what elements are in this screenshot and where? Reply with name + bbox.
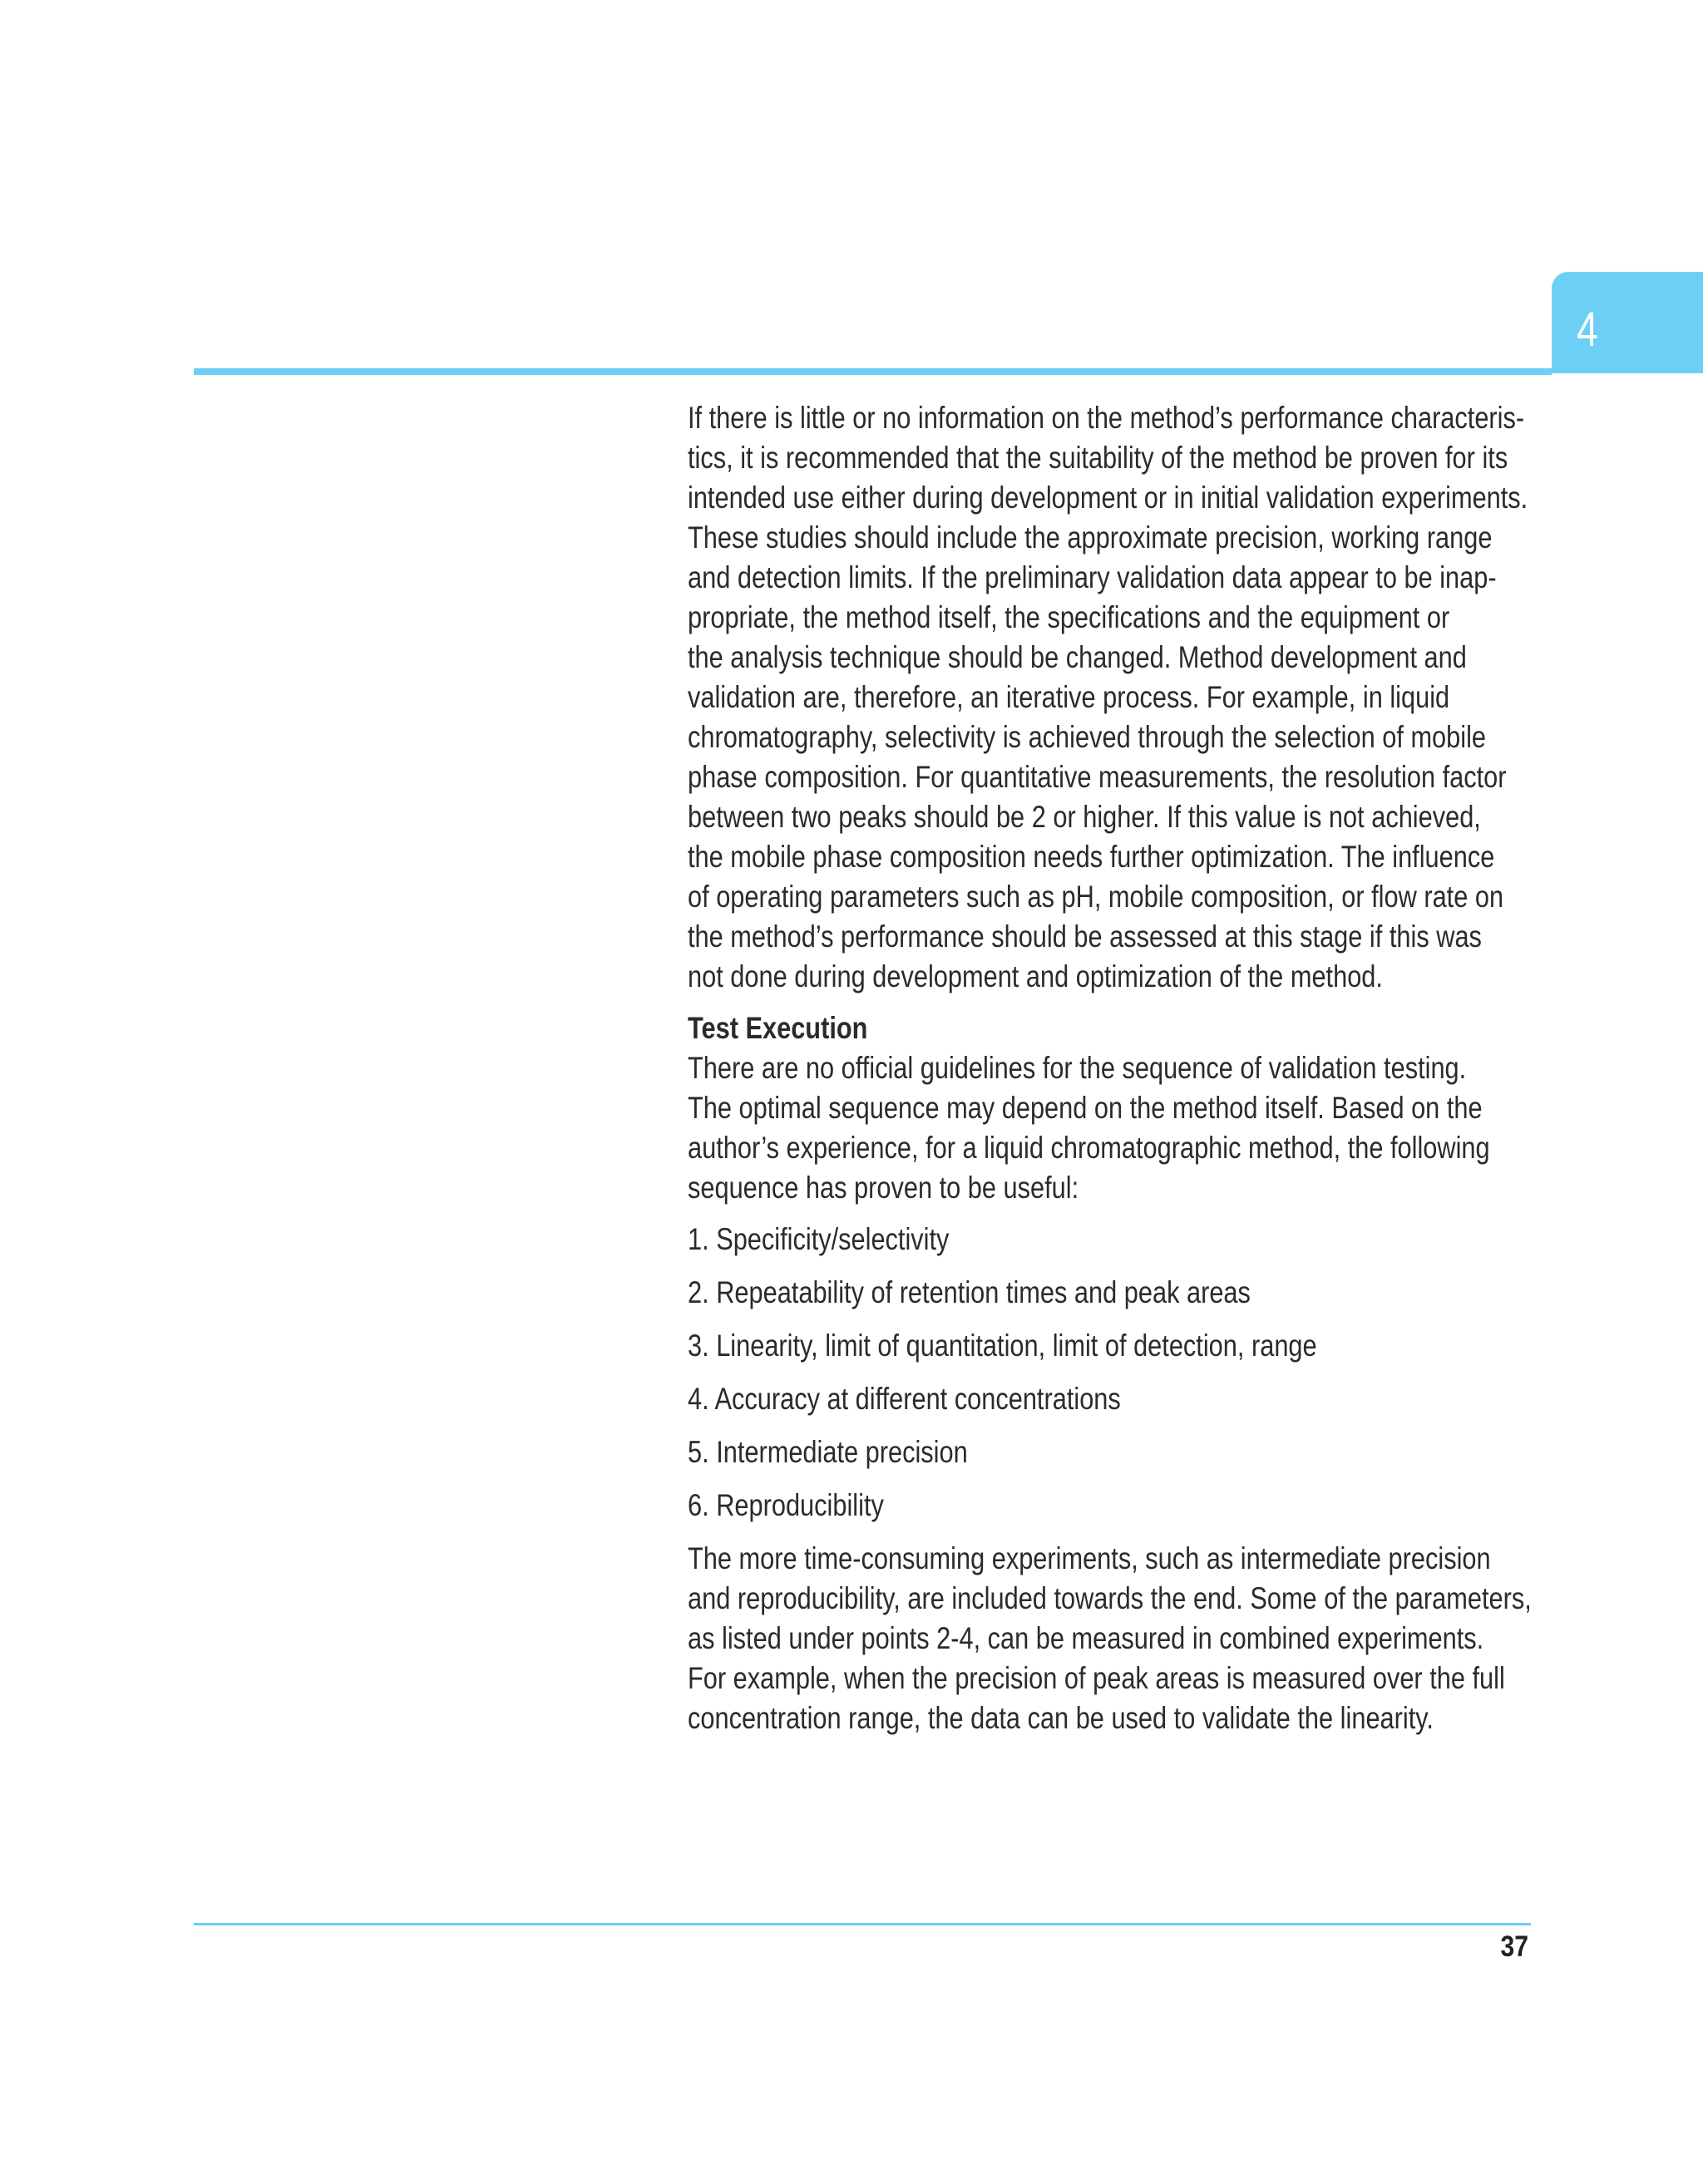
text-line: between two peaks should be 2 or higher. If this value is not achieved, (688, 799, 1481, 834)
text-line: the mobile phase composition needs further optimization. The influence (688, 839, 1495, 874)
text-line: These studies should include the approximate precision, working range (688, 520, 1493, 555)
list-item: 3. Linearity, limit of quantitation, limit of detection, range (688, 1328, 1317, 1363)
text-line: tics, it is recommended that the suitability of the method be proven for its (688, 440, 1508, 475)
list-item: 1. Specificity/selectivity (688, 1221, 950, 1256)
text-line: phase composition. For quantitative measurements, the resolution factor (688, 759, 1507, 794)
text-line: author’s experience, for a liquid chromatographic method, the following (688, 1130, 1490, 1165)
text-line: intended use either during development or in initial validation experiments. (688, 480, 1528, 515)
text-line: concentration range, the data can be used to validate the linearity. (688, 1700, 1434, 1735)
section-heading: Test Execution (688, 1010, 868, 1045)
paragraph-closing (688, 1538, 1532, 1738)
text-line: chromatography, selectivity is achieved through the selection of mobile (688, 719, 1487, 754)
paragraph-intro (688, 397, 1528, 996)
text-line: If there is little or no information on the method’s performance characteris- (688, 400, 1525, 435)
text-line: of operating parameters such as pH, mobile composition, or flow rate on (688, 879, 1504, 914)
page-number: 37 (1500, 1930, 1528, 1963)
list-item: 4. Accuracy at different concentrations (688, 1381, 1121, 1416)
text-line: propriate, the method itself, the specifications and the equipment or (688, 599, 1450, 634)
text-line: There are no official guidelines for the sequence of validation testing. (688, 1050, 1467, 1085)
text-line: as listed under points 2-4, can be measured in combined experiments. (688, 1620, 1484, 1655)
text-line: validation are, therefore, an iterative process. For example, in liquid (688, 679, 1450, 714)
list-item: 5. Intermediate precision (688, 1434, 968, 1469)
top-rule (194, 368, 1552, 375)
text-line: and reproducibility, are included towards the end. Some of the parameters, (688, 1580, 1532, 1615)
main-text (688, 397, 1532, 1738)
text-line: The optimal sequence may depend on the method itself. Based on the (688, 1090, 1483, 1125)
text-line: the method’s performance should be assessed at this stage if this was (688, 919, 1482, 954)
text-line: sequence has proven to be useful: (688, 1170, 1079, 1205)
text-line: The more time-consuming experiments, such as intermediate precision (688, 1541, 1491, 1575)
chapter-number: 4 (1577, 303, 1598, 357)
bottom-rule (194, 1923, 1531, 1925)
text-line: and detection limits. If the preliminary validation data appear to be inap- (688, 560, 1497, 594)
text-line: the analysis technique should be changed. Method development and (688, 639, 1467, 674)
list-item: 6. Reproducibility (688, 1487, 884, 1522)
text-line: not done during development and optimization of the method. (688, 959, 1383, 993)
chapter-tab (1552, 272, 1703, 373)
sequence-list (688, 1219, 1506, 1538)
paragraph-test-execution (688, 1048, 1506, 1207)
list-item: 2. Repeatability of retention times and peak areas (688, 1274, 1251, 1309)
text-line: For example, when the precision of peak areas is measured over the full (688, 1660, 1505, 1695)
